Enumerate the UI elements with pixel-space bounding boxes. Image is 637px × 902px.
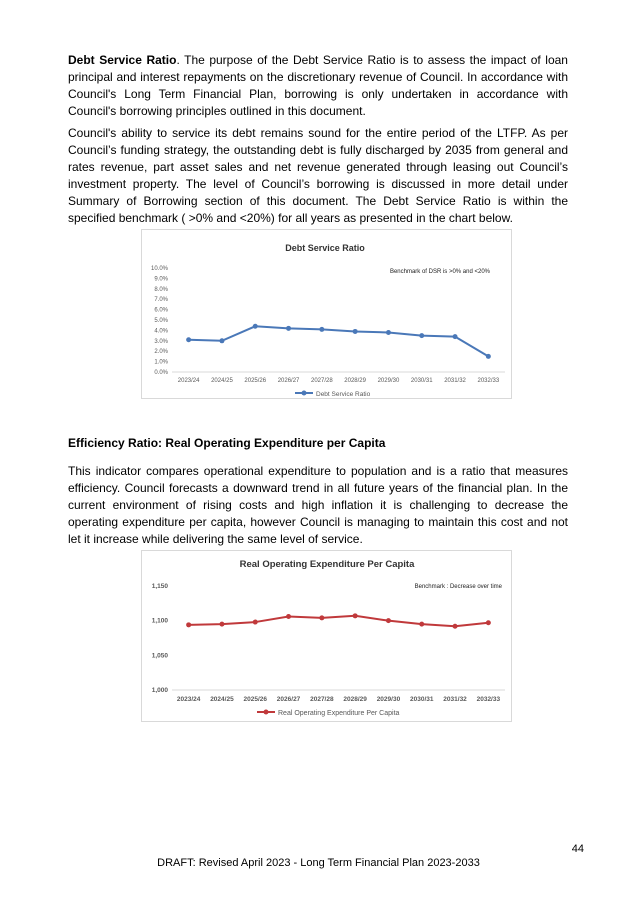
legend-marker <box>302 391 307 396</box>
y-tick-label: 7.0% <box>154 297 168 304</box>
data-point <box>419 622 424 627</box>
x-tick-label: 2030/31 <box>410 696 434 703</box>
data-point <box>353 613 358 618</box>
efficiency-ratio-heading: Efficiency Ratio: Real Operating Expenditure per Capita <box>68 436 386 450</box>
chart-annotation: Benchmark of DSR is >0% and <20% <box>389 269 490 275</box>
x-tick-label: 2029/30 <box>377 378 400 384</box>
x-tick-label: 2024/25 <box>211 378 233 384</box>
x-tick-label: 2023/24 <box>177 378 200 384</box>
legend-label: Real Operating Expenditure Per Capita <box>278 710 400 717</box>
series-line <box>189 326 489 356</box>
efficiency-ratio-paragraph: This indicator compares operational expenditure to population and is a ratio that measures efficiency. Council forecasts a downward trend in all future years of the financial plan. In the current environment of rising costs and high inflation it is challenging to decrease the operating expenditure per capita, however Council is managing to maintain this cost and not let it increase while delivering the same level of service. <box>68 464 568 546</box>
y-tick-label: 3.0% <box>154 338 168 345</box>
footer-text: DRAFT: Revised April 2023 - Long Term Financial Plan 2023-2033 <box>157 857 480 869</box>
x-tick-label: 2031/32 <box>444 378 466 384</box>
y-tick-label: 1,150 <box>151 583 168 590</box>
data-point <box>453 334 458 339</box>
y-tick-label: 0.0% <box>154 370 168 376</box>
y-tick-label: 9.0% <box>154 276 168 283</box>
real-opex-chart <box>141 550 512 722</box>
x-tick-label: 2029/30 <box>376 696 401 703</box>
y-tick-label: 8.0% <box>154 286 168 293</box>
data-point <box>453 624 458 629</box>
x-tick-label: 2027/28 <box>310 696 334 703</box>
debt-service-chart-svg <box>142 230 511 398</box>
x-tick-label: 2026/27 <box>277 378 300 384</box>
data-point <box>186 337 191 342</box>
debt-service-title: Debt Service Ratio <box>68 53 177 67</box>
data-point <box>319 327 324 332</box>
y-tick-label: 4.0% <box>154 328 168 335</box>
legend-label: Debt Service Ratio <box>316 391 371 398</box>
data-point <box>186 622 191 627</box>
x-tick-label: 2024/25 <box>210 696 234 703</box>
data-point <box>353 329 358 334</box>
data-point <box>319 615 324 620</box>
x-tick-label: 2030/31 <box>410 378 433 384</box>
y-tick-label: 1,100 <box>151 617 168 625</box>
y-tick-label: 2.0% <box>154 349 168 356</box>
data-point <box>219 338 224 343</box>
x-tick-label: 2028/29 <box>344 378 367 384</box>
data-point <box>286 326 291 331</box>
data-point <box>286 614 291 619</box>
data-point <box>253 620 258 625</box>
debt-service-chart <box>141 229 512 399</box>
x-tick-label: 2032/33 <box>476 696 501 703</box>
legend-marker <box>264 710 269 715</box>
chart-title: Real Operating Expenditure Per Capita <box>239 559 415 570</box>
page-number: 44 <box>571 843 584 855</box>
x-tick-label: 2026/27 <box>276 696 301 703</box>
y-tick-label: 1,000 <box>151 687 168 694</box>
data-point <box>486 620 491 625</box>
x-tick-label: 2028/29 <box>343 696 367 703</box>
x-tick-label: 2025/26 <box>244 378 267 384</box>
data-point <box>219 622 224 627</box>
series-line <box>189 616 489 626</box>
data-point <box>253 324 258 329</box>
y-tick-label: 5.0% <box>154 318 168 324</box>
data-point <box>386 618 391 623</box>
x-tick-label: 2032/33 <box>477 378 500 384</box>
debt-service-intro-text: . The purpose of the Debt Service Ratio is to assess the impact of loan principal and interest repayments on the discretionary revenue of Council. In accordance with Council's Long Term Financial Plan, borrowing is only undertaken in accordance with Council's borrowing principles outlined in this document. <box>68 53 568 118</box>
x-tick-label: 2025/26 <box>243 696 267 703</box>
debt-service-body-paragraph: Council's ability to service its debt remains sound for the entire period of the LTFP. As per Council’s funding strategy, the outstanding debt is fully discharged by 2035 from general and rates revenue, part asset sales and net revenue generated through leasing out Council’s investment property. The level of Council’s borrowing is discussed in more detail under Summary of Borrowing section of this document. The Debt Service Ratio is within the specified benchmark ( >0% and <20%) for all years as presented in the chart below. <box>68 126 568 225</box>
real-opex-chart-svg <box>142 551 511 721</box>
y-tick-label: 6.0% <box>154 307 168 314</box>
debt-service-intro-paragraph <box>68 52 568 120</box>
data-point <box>486 354 491 359</box>
chart-title: Debt Service Ratio <box>285 243 365 253</box>
x-tick-label: 2031/32 <box>443 696 467 703</box>
data-point <box>386 330 391 335</box>
y-tick-label: 10.0% <box>150 266 168 272</box>
x-tick-label: 2027/28 <box>310 378 333 384</box>
data-point <box>419 333 424 338</box>
y-tick-label: 1,050 <box>151 652 168 660</box>
x-tick-label: 2023/24 <box>176 696 201 703</box>
chart-annotation: Benchmark : Decrease over time <box>414 584 502 590</box>
y-tick-label: 1.0% <box>154 359 168 366</box>
